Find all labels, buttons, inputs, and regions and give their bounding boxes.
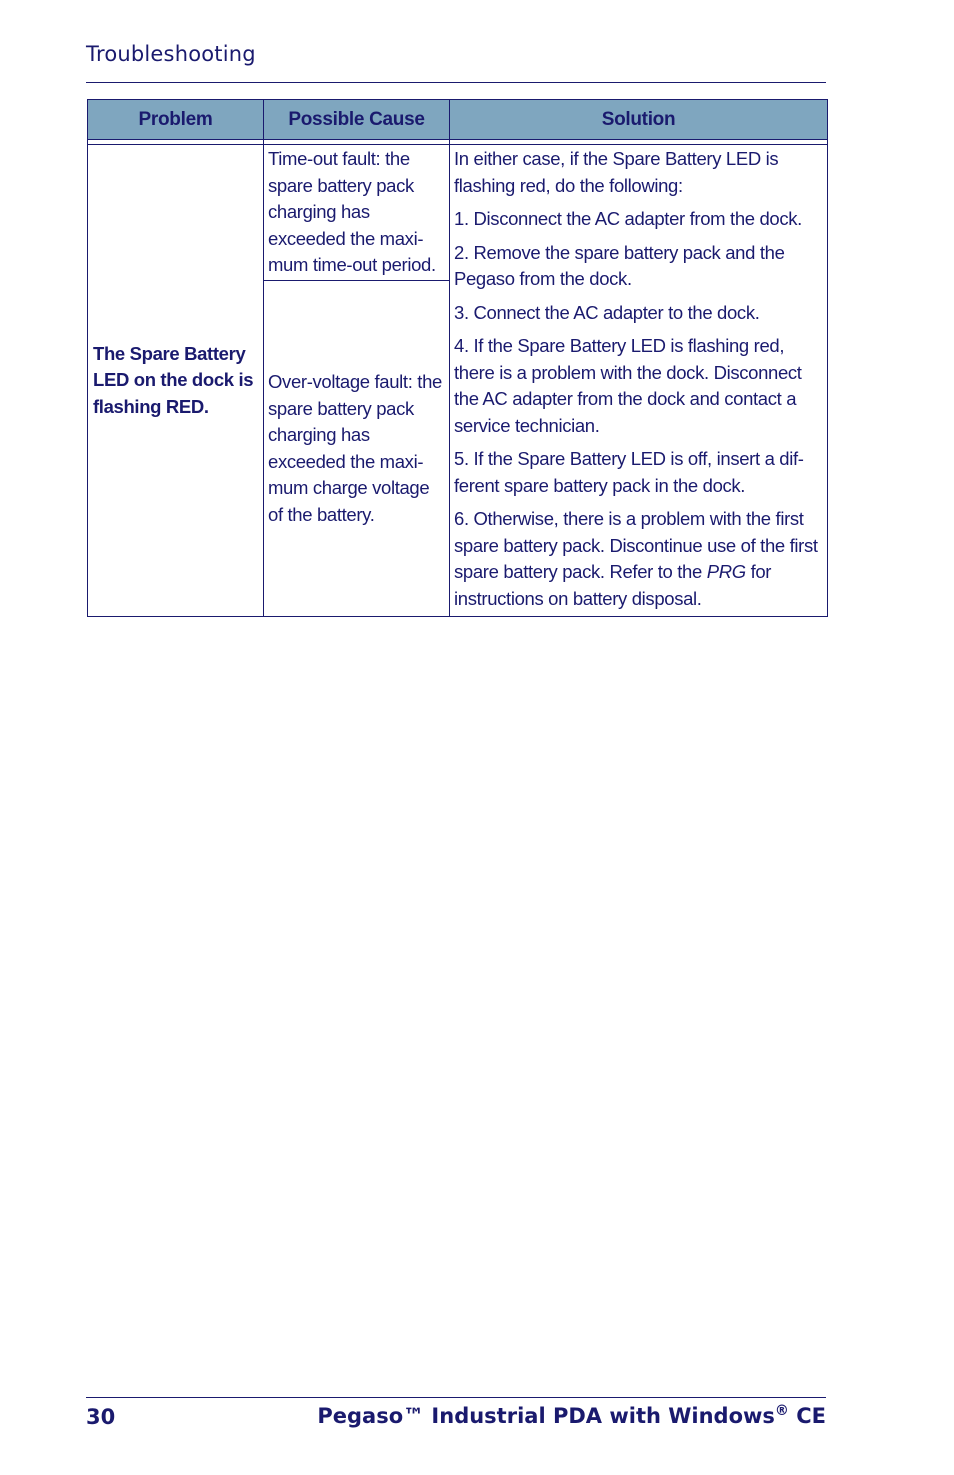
solution-step: 3. Connect the AC adapter to the dock. — [454, 301, 760, 323]
solution-step-6-text-end: for instructions on battery disposal. — [454, 561, 772, 609]
solution-intro: In either case, if the Spare Battery LED is flashing red, do the following: — [454, 148, 779, 196]
footer-rule — [86, 1397, 826, 1398]
solution-cell — [450, 145, 828, 617]
solution-step-6-text: 6. Otherwise, there is a problem with the first spare battery pack. Discontinue use of the first spare battery pack. Refer to the — [454, 508, 818, 582]
page-number: 30 — [86, 1405, 116, 1429]
table-row — [88, 145, 828, 281]
book-title-text: Pegaso™ Industrial PDA with Windows — [317, 1404, 775, 1428]
solution-step: 2. Remove the spare battery pack and the Pegaso from the dock. — [454, 241, 785, 289]
problem-cell: The Spare Battery LED on the dock is flashing RED. — [88, 145, 264, 617]
solution-step: 4. If the Spare Battery LED is flashing red, there is a problem with the dock. Disconnect the AC adapter from the dock and contact a service technician. — [454, 335, 802, 436]
registered-mark: ® — [774, 1403, 789, 1419]
book-title-suffix: CE — [788, 1404, 826, 1428]
column-header-possible-cause: Possible Cause — [264, 100, 450, 140]
running-head: Troubleshooting — [86, 42, 256, 66]
cause-cell-overvoltage: Over-voltage fault: the spare battery pack charging has exceeded the maxi-mum charge voltage of the battery. — [264, 281, 450, 617]
solution-step: 1. Disconnect the AC adapter from the dock. — [454, 208, 802, 229]
troubleshooting-table — [87, 99, 828, 617]
cause-cell-timeout: Time-out fault: the spare battery pack charging has exceeded the maxi-mum time-out period. — [264, 145, 450, 281]
prg-reference: PRG — [706, 561, 746, 582]
column-header-problem: Problem — [88, 100, 264, 140]
book-title — [317, 1403, 826, 1428]
column-header-solution: Solution — [450, 100, 828, 140]
solution-step-6 — [454, 506, 823, 612]
header-rule — [86, 82, 826, 83]
solution-step: 5. If the Spare Battery LED is off, insert a dif-ferent spare battery pack in the dock. — [454, 448, 804, 496]
table-header-row — [88, 100, 828, 140]
